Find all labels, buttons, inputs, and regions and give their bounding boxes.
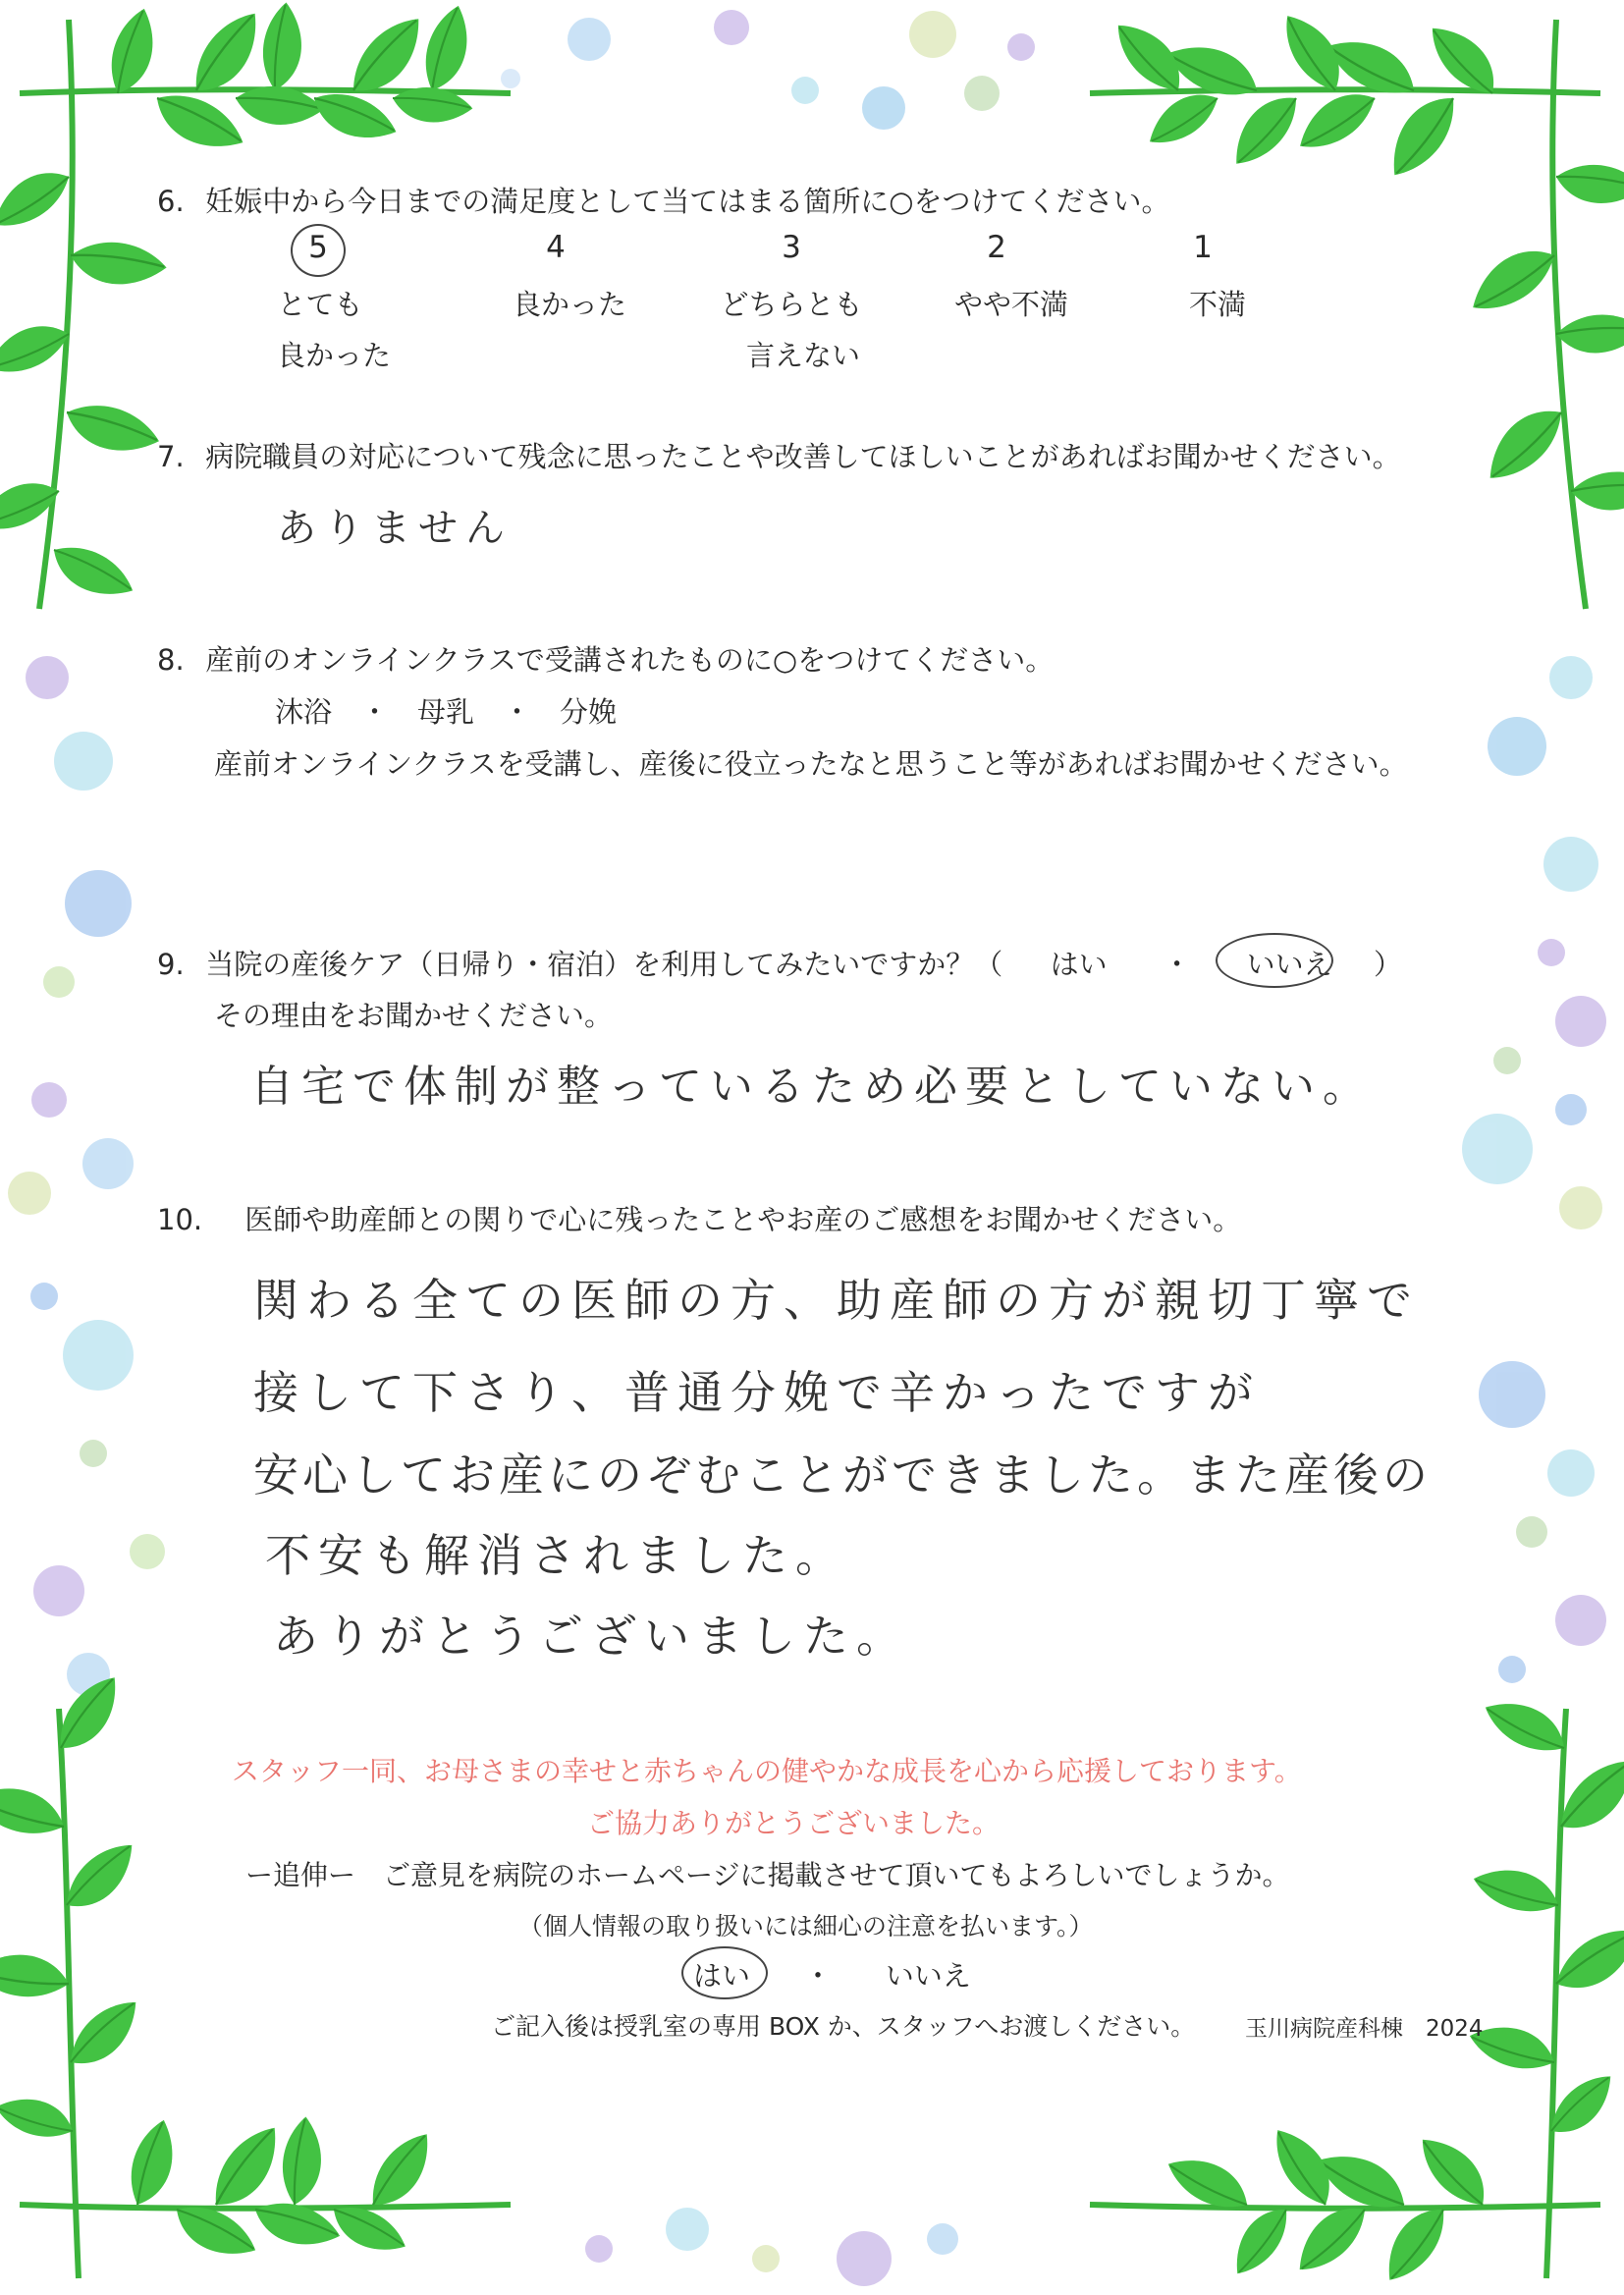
- q9-no-option[interactable]: いいえ: [1246, 948, 1332, 981]
- q7-title: [157, 435, 1401, 475]
- footer-hospital: 玉川病院産科棟 2024: [1245, 2016, 1484, 2042]
- q8-number: 8.: [157, 643, 185, 677]
- q6-option-5-label2: 良かった: [276, 339, 391, 372]
- q6-option-3-label2: 言えない: [745, 339, 860, 372]
- q8-text: 産前のオンラインクラスで受講されたものに○をつけてください。: [205, 643, 1055, 677]
- q6-number: 6.: [157, 185, 185, 218]
- q9-subtext: その理由をお聞かせください。: [214, 999, 614, 1032]
- q6-option-1-score[interactable]: 1: [1193, 230, 1213, 265]
- footer-postscript: ー追伸ー ご意見を病院のホームページに掲載させて頂いてもよろしいでしょうか。: [245, 1859, 1290, 1891]
- q9-text: 当院の産後ケア（日帰り・宿泊）を利用してみたいですか？（: [205, 948, 1003, 981]
- q9-answer: 自宅で体制が整っているため必要としていない。: [250, 1062, 1374, 1112]
- q6-text: 妊娠中から今日までの満足度として当てはまる箇所に○をつけてください。: [205, 185, 1170, 218]
- q9-separator: ・: [1163, 948, 1192, 981]
- q9-selected-circle: [1216, 933, 1333, 988]
- q6-option-2-score[interactable]: 2: [987, 230, 1006, 265]
- footer-message-1: スタッフ一同、お母さまの幸せと赤ちゃんの健やかな成長を心から応援しております。: [232, 1755, 1302, 1787]
- q10-answer-line-3: 安心してお産にのぞむことができました。また産後の: [253, 1448, 1432, 1502]
- q6-option-5-label: とても: [277, 288, 363, 321]
- q6-option-3-score[interactable]: 3: [782, 230, 801, 265]
- q10-title: [157, 1198, 1241, 1238]
- q6-option-4-score[interactable]: 4: [546, 230, 566, 265]
- q6-title: [157, 180, 1170, 220]
- footer-privacy: （個人情報の取り扱いには細心の注意を払います。）: [518, 1912, 1094, 1940]
- q9-yes-option[interactable]: はい: [1050, 948, 1108, 981]
- q10-answer-line-1: 関わる全ての医師の方、助産師の方が親切丁寧で: [253, 1274, 1420, 1327]
- q10-answer-line-4: 不安も解消されました。: [265, 1529, 848, 1582]
- q8-subtext: 産前オンラインクラスを受講し、産後に役立ったなと思うこと等があればお聞かせください。: [214, 747, 1408, 781]
- q9-number: 9.: [157, 948, 185, 981]
- q10-number: 10.: [157, 1203, 203, 1236]
- footer-message-2: ご協力ありがとうございました。: [587, 1807, 1001, 1839]
- q7-text: 病院職員の対応について残念に思ったことや改善してほしいことがあればお聞かせください。: [205, 440, 1401, 473]
- q8-title: [157, 638, 1054, 679]
- q10-text: 医師や助産師との関りで心に残ったことやお産のご感想をお聞かせください。: [244, 1203, 1242, 1236]
- q6-option-5-score[interactable]: 5: [308, 230, 328, 265]
- q8-options[interactable]: 沐浴 ・ 母乳 ・ 分娩: [275, 695, 618, 729]
- q10-answer-line-2: 接して下さり、普通分娩で辛かったですが: [253, 1366, 1261, 1419]
- q10-answer-line-5: ありがとうございました。: [273, 1610, 909, 1663]
- footer-separator: ・: [803, 1959, 833, 1993]
- q6-option-2-label: やや不満: [953, 288, 1068, 321]
- q9-close-paren: ）: [1374, 948, 1403, 981]
- q6-option-3-label: どちらとも: [720, 288, 863, 321]
- footer-instruction: ご記入後は授乳室の専用 BOX か、スタッフへお渡しください。: [491, 2012, 1196, 2041]
- footer-consent: [693, 1954, 971, 1994]
- footer-yes-option[interactable]: はい: [693, 1959, 751, 1993]
- q6-option-1-label: 不満: [1188, 288, 1246, 321]
- q6-option-4-label: 良かった: [512, 288, 626, 321]
- footer-no-option[interactable]: いいえ: [885, 1959, 971, 1993]
- q7-answer: ありません: [277, 506, 513, 551]
- q7-number: 7.: [157, 440, 185, 473]
